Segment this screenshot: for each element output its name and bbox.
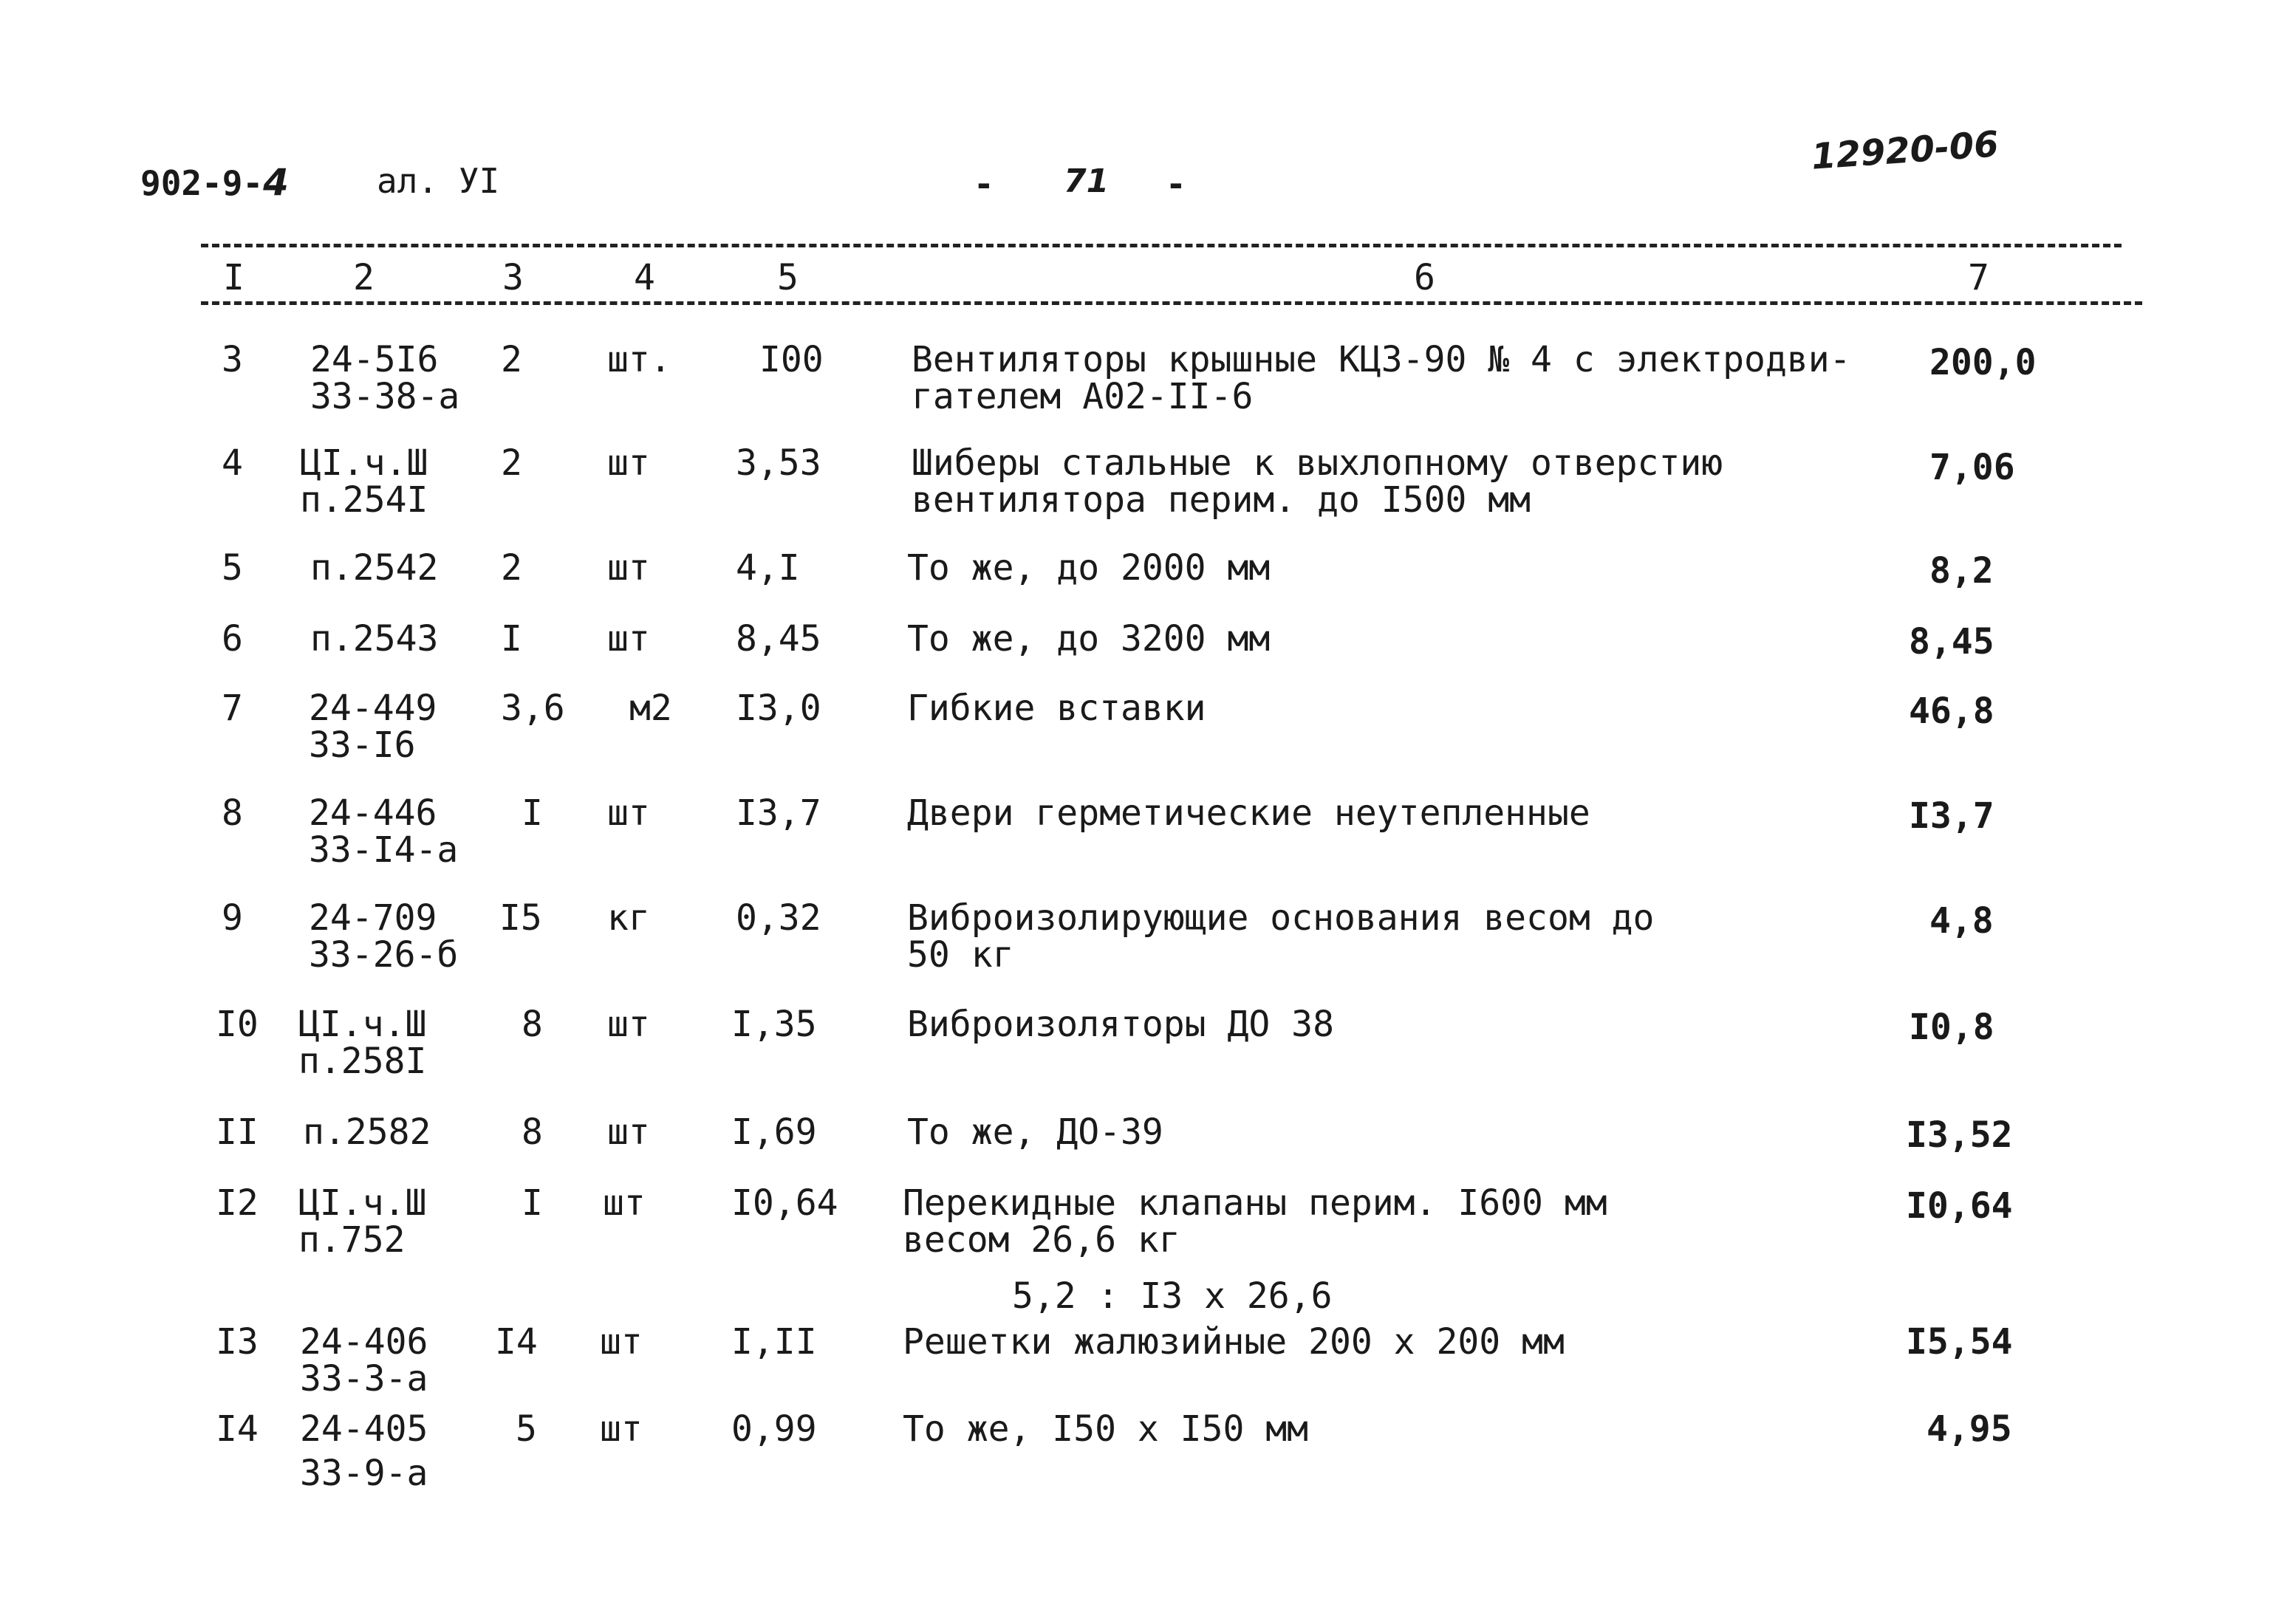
row-number: I2 <box>216 1182 259 1224</box>
desc-line: То же, до 3200 мм <box>907 618 1271 659</box>
row-total: I3,7 <box>1909 795 1994 837</box>
code-line: ЦI.ч.Ш <box>298 1182 427 1224</box>
row-price: 0,99 <box>731 1408 817 1450</box>
row-unit: шт <box>607 1111 650 1153</box>
row-total: 7,06 <box>1929 447 2015 488</box>
code-line: п.2582 <box>303 1111 431 1153</box>
row-total: 4,8 <box>1929 900 1994 942</box>
row-code <box>300 1408 428 1494</box>
row-number: I0 <box>216 1004 259 1045</box>
col-header-4: 4 <box>634 257 655 298</box>
row-description <box>907 620 1270 657</box>
col-header-7: 7 <box>1968 257 1989 298</box>
code-line: п.752 <box>298 1219 406 1261</box>
row-description <box>907 690 1206 727</box>
row-code <box>309 792 459 871</box>
row-code <box>298 1006 426 1080</box>
desc-line: То же, ДО-39 <box>907 1111 1163 1153</box>
row-total: I5,54 <box>1906 1321 2013 1363</box>
code-line: 24-406 <box>300 1321 428 1363</box>
doc-code <box>140 161 289 204</box>
col-header-2: 2 <box>353 257 375 298</box>
desc-line: Перекидные клапаны перим. I600 мм <box>903 1182 1607 1224</box>
row-total: 8,2 <box>1929 550 1994 592</box>
code-line: ЦI.ч.Ш <box>298 1004 427 1045</box>
row-total: 46,8 <box>1909 691 1994 732</box>
row-price: I3,0 <box>736 688 821 729</box>
code-line: п.254I <box>300 479 428 521</box>
row-description <box>903 1182 1607 1261</box>
row-description <box>907 1006 1334 1043</box>
row-description <box>907 792 1590 834</box>
code-line: 33-I4-а <box>309 829 459 871</box>
row-qty: 2 <box>501 547 522 589</box>
row-total: I0,64 <box>1906 1185 2013 1227</box>
code-line: 24-446 <box>309 792 437 834</box>
code-line: п.258I <box>298 1041 427 1082</box>
row-qty: 3,6 <box>501 688 565 729</box>
row-unit: шт <box>600 1408 643 1450</box>
code-line: 33-26-б <box>309 934 459 976</box>
row-unit: шт <box>607 1004 650 1045</box>
desc-line: Двери герметические неутепленные <box>907 792 1590 834</box>
row-price: 0,32 <box>736 897 821 939</box>
row-total: 200,0 <box>1929 342 2037 383</box>
row-price: I3,7 <box>736 792 821 834</box>
page-dash-left: - <box>974 164 994 204</box>
desc-line: 50 кг <box>907 934 1014 976</box>
desc-line: Решетки жалюзийные 200 х 200 мм <box>903 1321 1565 1363</box>
desc-line: Шиберы стальные к выхлопному отверстию <box>912 442 1723 484</box>
desc-line: То же, до 2000 мм <box>907 547 1271 589</box>
code-line: 33-38-а <box>310 376 460 417</box>
desc-line: вентилятора перим. до I500 мм <box>912 479 1531 521</box>
desc-line: весом 26,6 кг <box>903 1219 1180 1261</box>
row-qty: I <box>522 1182 543 1224</box>
row-price: I0,64 <box>731 1182 838 1224</box>
desc-line: гателем А02-II-6 <box>912 376 1254 417</box>
row-number: 9 <box>222 897 243 939</box>
desc-line: Вентиляторы крышные КЦЗ-90 № 4 с электродви- <box>912 339 1851 380</box>
row-qty: 8 <box>522 1111 543 1153</box>
archive-number: 12920-06 <box>1810 123 2000 178</box>
row-code <box>303 1111 431 1153</box>
row-code <box>300 442 428 521</box>
code-line: 24-709 <box>309 897 437 939</box>
row-code <box>309 690 437 764</box>
row-qty: 2 <box>501 339 522 380</box>
row-price: 4,I <box>736 547 800 589</box>
desc-line: Виброизолирующие основания весом до <box>907 897 1655 939</box>
row-code <box>310 341 459 415</box>
row-total: 8,45 <box>1909 621 1994 662</box>
code-line: 24-5I6 <box>310 339 439 380</box>
code-line: 33-9-а <box>300 1453 428 1494</box>
row-qty: I <box>501 618 522 659</box>
row-description <box>907 1111 1163 1153</box>
row-unit: шт. <box>607 339 671 380</box>
row-code <box>310 620 438 657</box>
col-header-6: 6 <box>1414 257 1435 298</box>
page-dash-right: - <box>1166 164 1186 204</box>
row-total: I0,8 <box>1909 1007 1994 1048</box>
row-unit: шт <box>607 547 650 589</box>
col-header-1: I <box>223 257 245 298</box>
row-description <box>912 341 1851 415</box>
code-line: ЦI.ч.Ш <box>300 442 428 484</box>
row-code <box>298 1182 427 1261</box>
code-line: 33-3-а <box>300 1358 428 1399</box>
row-number: 4 <box>222 442 243 484</box>
row-number: 3 <box>222 339 243 380</box>
row-qty: I5 <box>499 897 542 939</box>
row-unit: шт <box>607 618 650 659</box>
row-description <box>912 442 1723 521</box>
row-unit: м2 <box>629 688 672 729</box>
desc-line: Виброизоляторы ДО 38 <box>907 1004 1334 1045</box>
page-number: 71 <box>1064 162 1110 200</box>
header-rule-bottom <box>201 301 2142 305</box>
row-number: 6 <box>222 618 243 659</box>
row-number: I4 <box>216 1408 259 1450</box>
code-line: 24-405 <box>300 1408 428 1450</box>
desc-line: То же, I50 х I50 мм <box>903 1408 1309 1450</box>
code-line: 24-449 <box>309 688 437 729</box>
row-price: I,II <box>731 1321 817 1363</box>
row-price: I,35 <box>731 1004 817 1045</box>
doc-code-suffix: 4 <box>263 161 289 204</box>
col-header-3: 3 <box>502 257 524 298</box>
row-number: II <box>216 1111 259 1153</box>
row-description <box>907 897 1655 976</box>
row-unit: шт <box>600 1321 643 1363</box>
row-total: 4,95 <box>1927 1408 2012 1450</box>
row-price: I,69 <box>731 1111 817 1153</box>
row-unit: шт <box>607 792 650 834</box>
row-code <box>300 1323 428 1397</box>
row-price: 8,45 <box>736 618 821 659</box>
row-number: 5 <box>222 547 243 589</box>
row-description <box>903 1408 1309 1450</box>
code-line: 33-I6 <box>309 724 416 766</box>
row-unit: шт <box>607 442 650 484</box>
calc-note: 5,2 : I3 х 26,6 <box>1012 1275 1333 1317</box>
row-unit: кг <box>607 897 650 939</box>
row-qty: 5 <box>516 1408 537 1450</box>
row-code <box>310 547 439 589</box>
row-description <box>907 547 1271 589</box>
row-qty: 8 <box>522 1004 543 1045</box>
row-qty: I <box>522 792 543 834</box>
row-description <box>903 1321 1565 1363</box>
row-qty: 2 <box>501 442 522 484</box>
desc-line: Гибкие вставки <box>907 688 1206 729</box>
row-price: 3,53 <box>736 442 821 484</box>
album-label: ал. УI <box>377 161 500 201</box>
row-code <box>309 897 459 976</box>
row-number: I3 <box>216 1321 259 1363</box>
row-qty: I4 <box>495 1321 538 1363</box>
row-price: I00 <box>759 339 824 380</box>
doc-code-prefix: 902-9- <box>140 163 264 203</box>
row-number: 7 <box>222 688 243 729</box>
col-header-5: 5 <box>777 257 799 298</box>
code-line: п.2543 <box>310 618 439 659</box>
row-total: I3,52 <box>1906 1114 2013 1156</box>
row-number: 8 <box>222 792 243 834</box>
header-rule-top <box>201 244 2122 247</box>
row-unit: шт <box>603 1182 646 1224</box>
code-line: п.2542 <box>310 547 439 589</box>
